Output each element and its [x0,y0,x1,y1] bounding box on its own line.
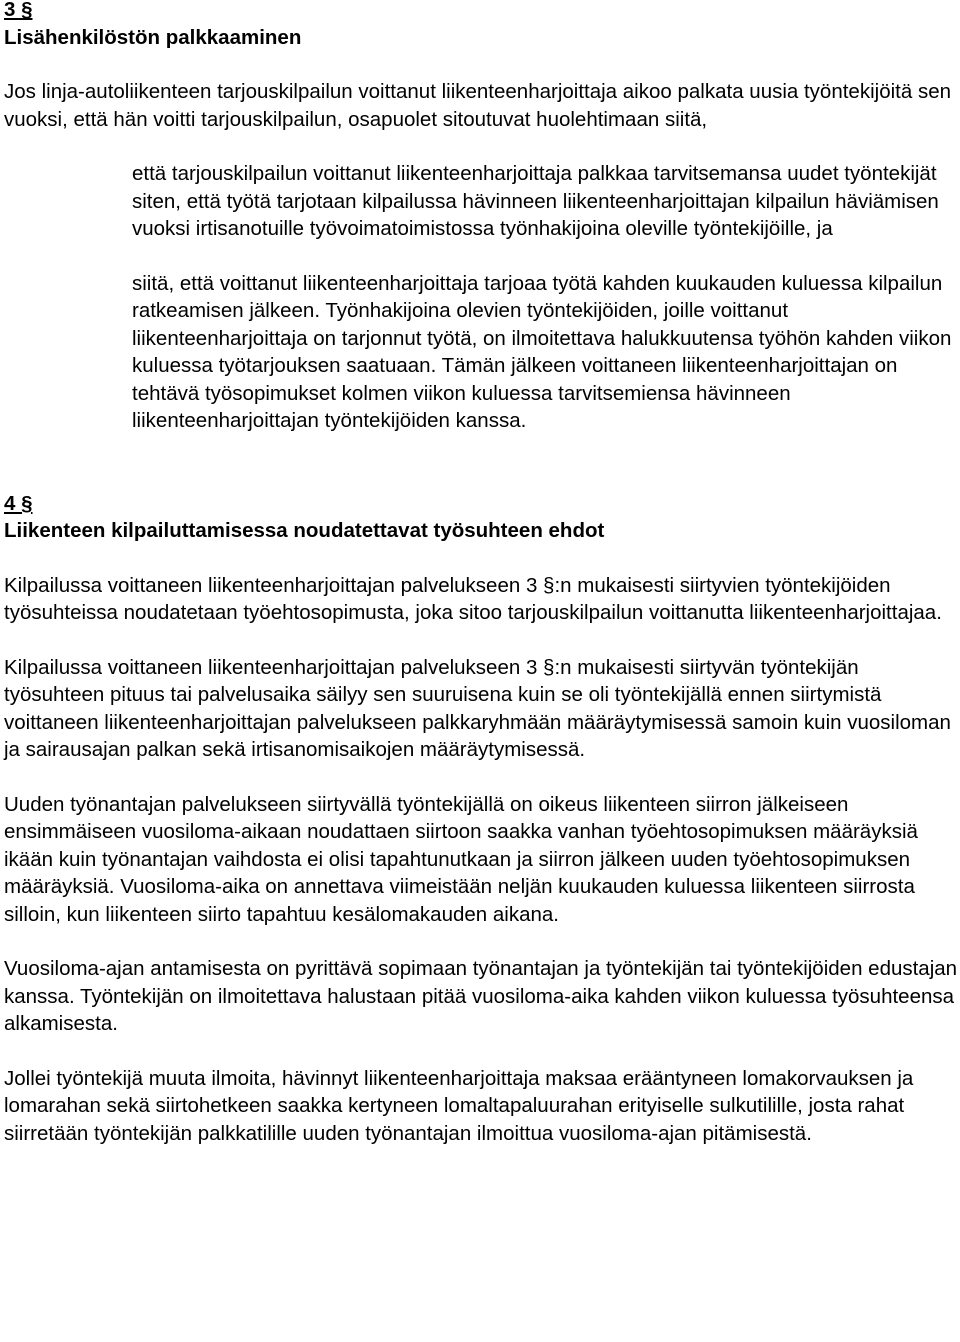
document-page [4,0,958,1147]
section-4-number: 4 § [4,491,33,515]
section-3-number: 3 § [4,0,33,21]
section-4-paragraph-1: Kilpailussa voittaneen liikenteenharjoittajan palvelukseen 3 §:n mukaisesti siirtyvien työntekijöiden työsuhteissa noudatetaan työehtosopimusta, joka sitoo tarjouskilpailun voittanutta liikenteenharjoittajaa. [4,573,942,624]
section-4-paragraph-4: Vuosiloma-ajan antamisesta on pyrittävä sopimaan työnantajan ja työntekijän tai työntekijöiden edustajan kanssa. Työntekijän on ilmoitettava halustaan pitää vuosiloma-aika kahden viikon kuluessa työsuhteensa alkamisesta. [4,957,958,1035]
section-3-intro: Jos linja-autoliikenteen tarjouskilpailun voittanut liikenteenharjoittaja aikoo palkata uusia työntekijöitä sen vuoksi, että hän voitti tarjouskilpailun, osapuolet sitoutuvat huolehtimaan siitä, [4,80,951,131]
section-3-clause-1: että tarjouskilpailun voittanut liikenteenharjoittaja palkkaa tarvitsemansa uudet työntekijät siten, että työtä tarjotaan kilpailussa hävinneen liikenteenharjoittajan kilpailun häviämisen vuoksi irtisanotuille työvoimatoimistossa työnhakijoina oleville työntekijöille, ja [132,162,939,240]
section-3-clause-2: siitä, että voittanut liikenteenharjoittaja tarjoaa työtä kahden kuukauden kuluessa kilpailun ratkeamisen jälkeen. Työnhakijoina olevien työntekijöiden, joille voittanut liikenteenharjoittaja on tarjonnut työtä, on ilmoitettava halukkuutensa työhön kahden viikon kuluessa työtarjouksen saatuaan. Tämän jälkeen voittaneen liikenteenharjoittajan on tehtävä työsopimukset kolmen viikon kuluessa tarvitsemiensa hävinneen liikenteenharjoittajan työntekijöiden kanssa. [132,271,952,432]
section-4-paragraph-2: Kilpailussa voittaneen liikenteenharjoittajan palvelukseen 3 §:n mukaisesti siirtyvän työntekijän työsuhteen pituus tai palvelusaika säilyy sen suuruisena kuin se oli työntekijällä ennen siirtymistä voittaneen liikenteenharjoittajan palvelukseen palkkaryhmään määräytymisessä samoin kuin vuosiloman ja sairausajan palkan sekä irtisanomisaikojen määräytymisessä. [4,655,951,761]
section-4-title: Liikenteen kilpailuttamisessa noudatettavat työsuhteen ehdot [4,519,605,542]
section-4-paragraph-3: Uuden työnantajan palvelukseen siirtyvällä työntekijällä on oikeus liikenteen siirron jälkeiseen ensimmäiseen vuosiloma-aikaan noudattaen siirtoon saakka vanhan työehtosopimuksen määräyksiä ikään kuin työnantajan vaihdosta ei olisi tapahtunutkaan ja siirron jälkeen uuden työehtosopimuksen määräyksiä. Vuosiloma-aika on annettava viimeistään neljän kuukauden kuluessa liikenteen siirrosta silloin, kun liikenteen siirto tapahtuu kesälomakauden aikana. [4,792,918,926]
section-4-paragraph-5: Jollei työntekijä muuta ilmoita, hävinnyt liikenteenharjoittaja maksaa erääntyneen lomakorvauksen ja lomarahan sekä siirtohetkeen saakka kertyneen lomaltapaluurahan erityiselle sulkutilille, josta rahat siirretään työntekijän palkkatilille uuden työnantajan ilmoittua vuosiloma-ajan pitämisestä. [4,1066,914,1145]
section-3-title: Lisähenkilöstön palkkaaminen [4,25,302,49]
